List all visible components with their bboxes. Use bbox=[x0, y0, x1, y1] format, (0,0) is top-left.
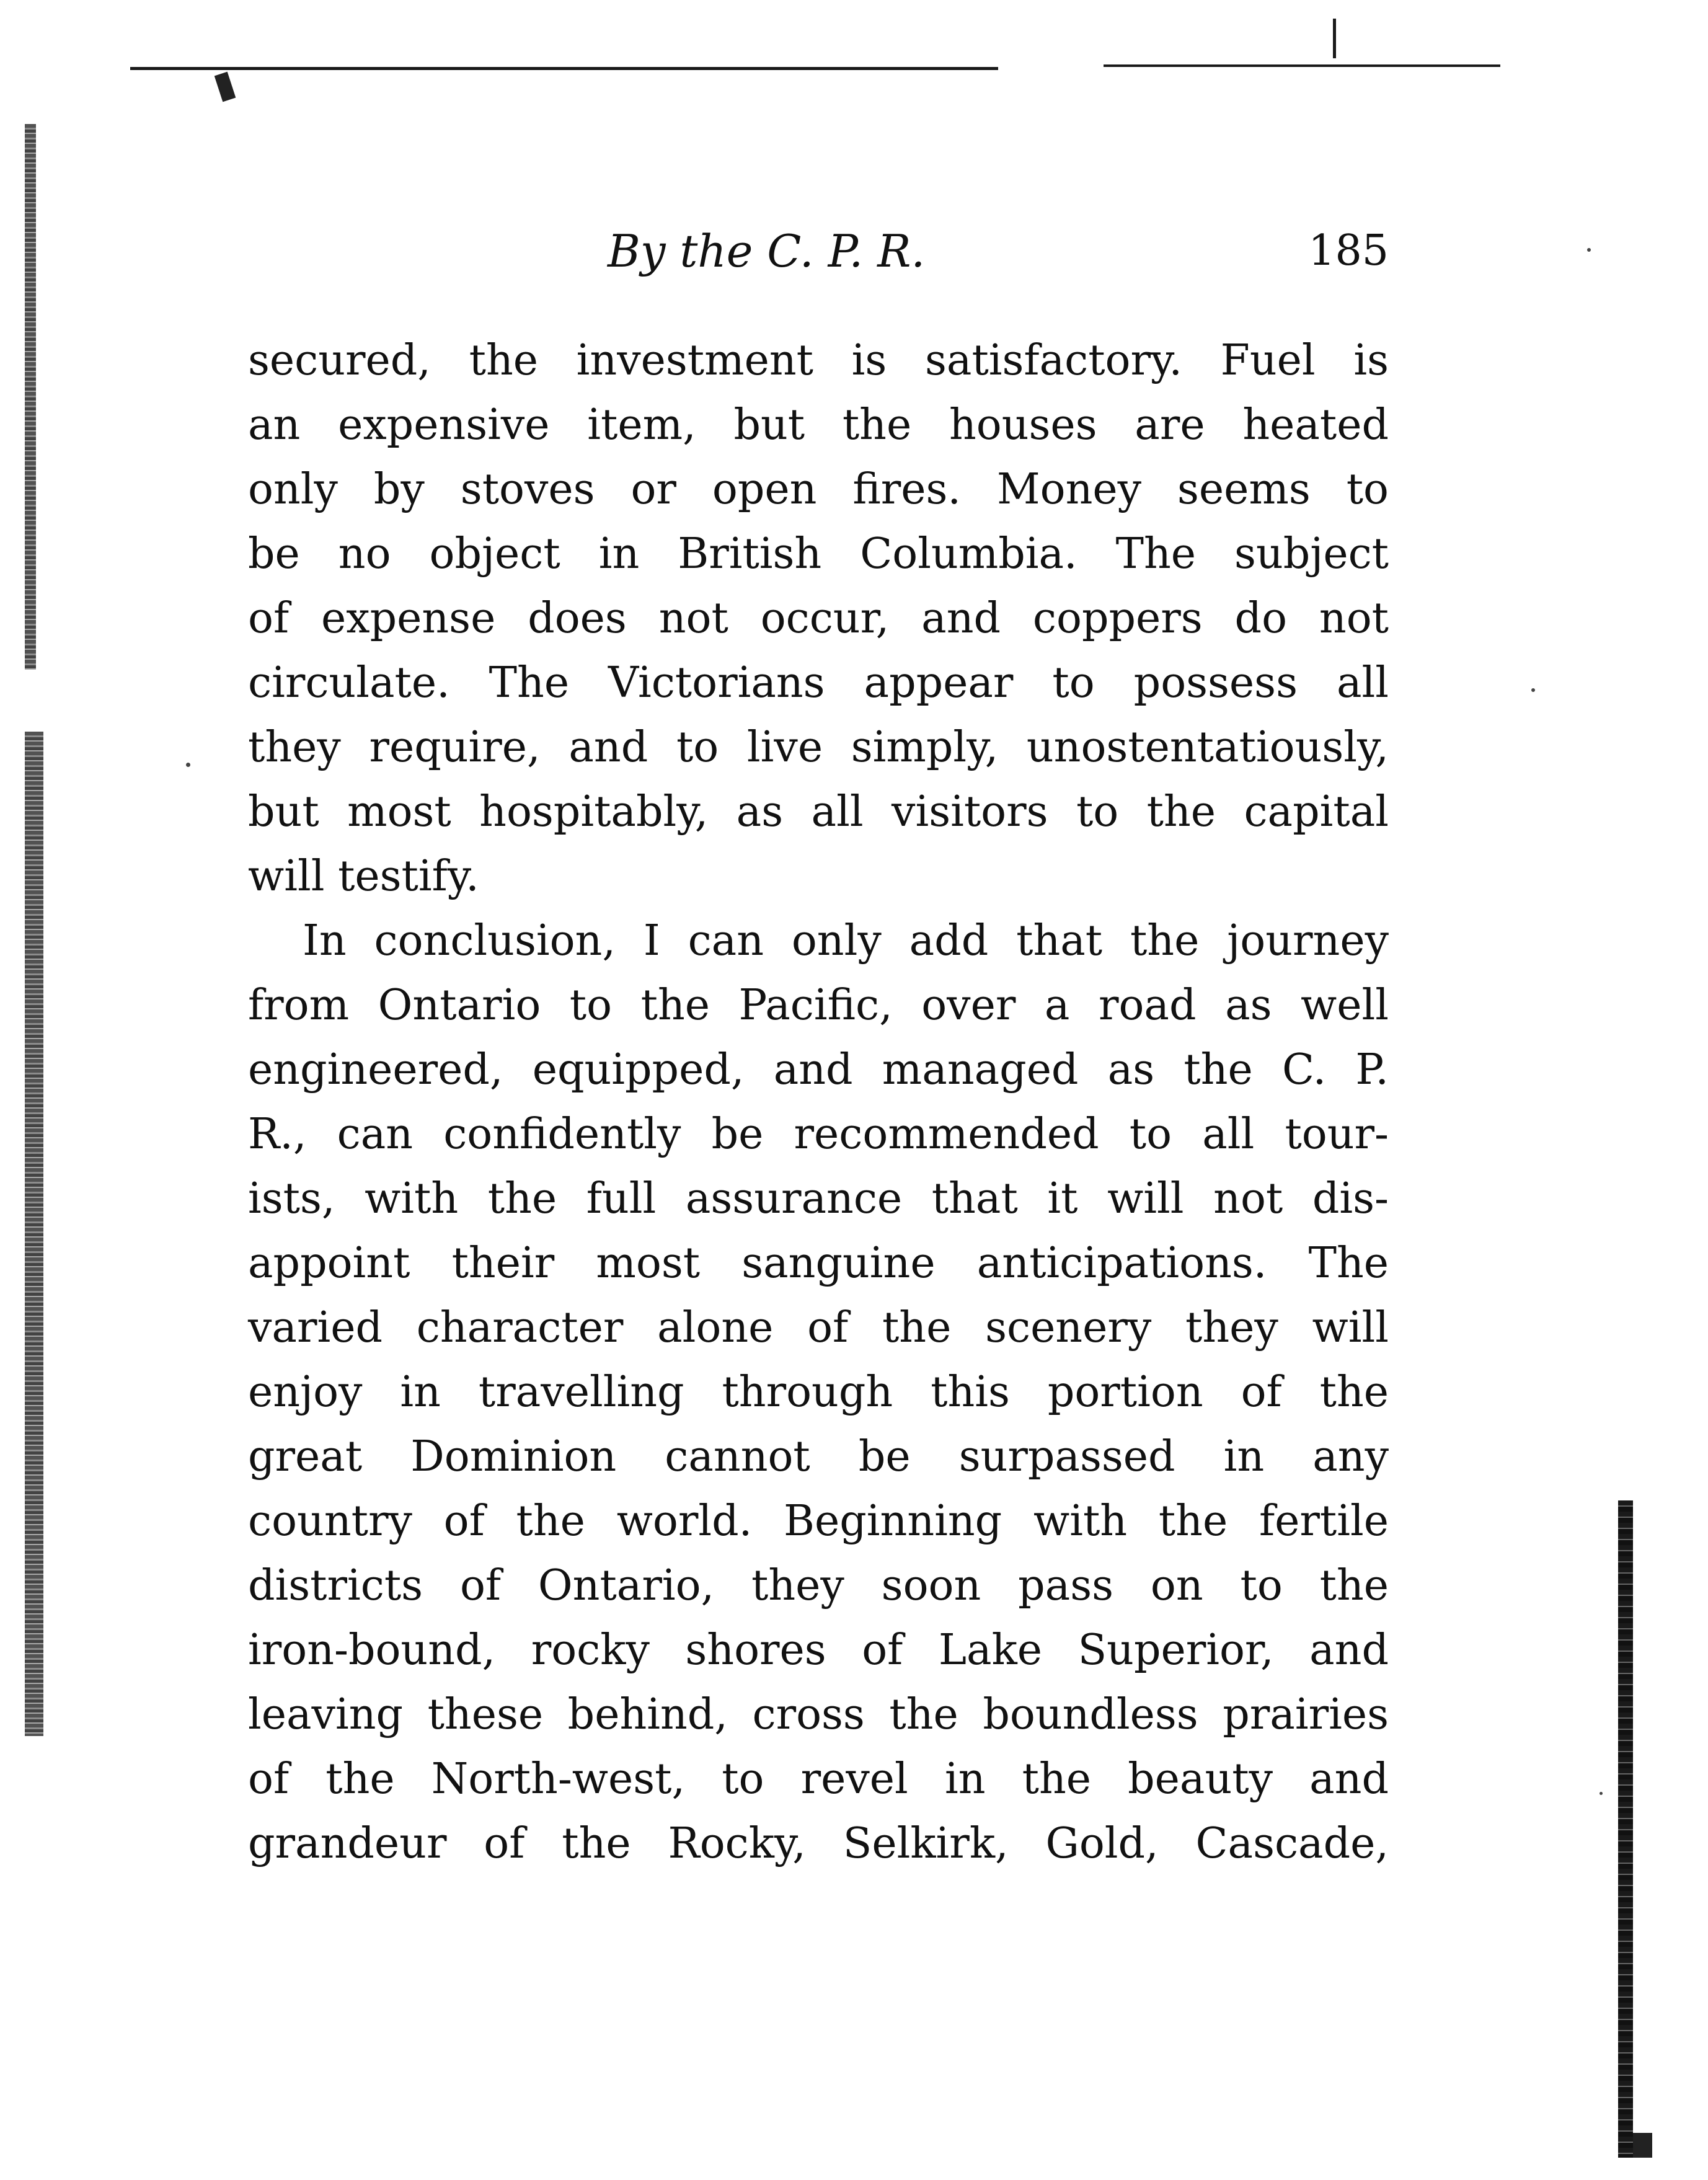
top-rule-right bbox=[1104, 64, 1500, 67]
text-line: will testify. bbox=[248, 852, 479, 901]
text-line: country of the world. Beginning with the fertile bbox=[248, 1497, 1389, 1546]
scan-speck bbox=[1587, 248, 1591, 252]
text-line: secured, the investment is satisfactory. Fuel is bbox=[248, 336, 1389, 385]
text-line: an expensive item, but the houses are heated bbox=[248, 401, 1389, 450]
text-line: of the North-west, to revel in the beauty and bbox=[248, 1755, 1389, 1804]
text-line: ists, with the full assurance that it will not dis- bbox=[248, 1174, 1389, 1223]
text-line: be no object in British Columbia. The subject bbox=[248, 529, 1389, 578]
text-line: only by stoves or open fires. Money seems to bbox=[248, 465, 1389, 514]
scan-edge-left-upper bbox=[25, 124, 36, 670]
text-line: of expense does not occur, and coppers do not bbox=[248, 594, 1389, 643]
paragraph-2 bbox=[248, 909, 1389, 1876]
text-line: enjoy in travelling through this portion of the bbox=[248, 1368, 1389, 1417]
text-line: In conclusion, I can only add that the journey bbox=[303, 916, 1389, 965]
text-line: leaving these behind, cross the boundless prairies bbox=[248, 1690, 1389, 1739]
top-rule-left bbox=[130, 67, 998, 70]
top-rule-tick bbox=[1333, 19, 1336, 58]
running-head bbox=[248, 223, 1389, 279]
scan-speck bbox=[1600, 1792, 1603, 1795]
text-line: grandeur of the Rocky, Selkirk, Gold, Cascade, bbox=[248, 1819, 1389, 1868]
scan-speck bbox=[1531, 688, 1535, 692]
body-text bbox=[248, 329, 1389, 1876]
scan-speck bbox=[186, 763, 190, 767]
text-line: from Ontario to the Pacific, over a road as well bbox=[248, 981, 1389, 1030]
text-line: engineered, equipped, and managed as the C. P. bbox=[248, 1045, 1389, 1094]
text-line: but most hospitably, as all visitors to the capital bbox=[248, 787, 1389, 836]
ink-blot-top bbox=[215, 72, 236, 102]
text-line: districts of Ontario, they soon pass on to the bbox=[248, 1561, 1389, 1610]
text-line: R., can confidently be recommended to all tour- bbox=[248, 1110, 1389, 1159]
page-number: 185 bbox=[1308, 226, 1389, 275]
scan-edge-left-lower bbox=[25, 732, 43, 1736]
text-line: great Dominion cannot be surpassed in any bbox=[248, 1432, 1389, 1481]
running-head-title: By the C. P. R. bbox=[608, 225, 926, 277]
text-line: iron-bound, rocky shores of Lake Superior, and bbox=[248, 1626, 1389, 1675]
text-line: appoint their most sanguine anticipations. The bbox=[248, 1239, 1389, 1288]
text-line: they require, and to live simply, unostentatiously, bbox=[248, 723, 1389, 772]
paragraph-1 bbox=[248, 329, 1389, 909]
text-line: varied character alone of the scenery they will bbox=[248, 1303, 1389, 1352]
scan-edge-right bbox=[1618, 1500, 1633, 2158]
text-line: circulate. The Victorians appear to possess all bbox=[248, 658, 1389, 707]
